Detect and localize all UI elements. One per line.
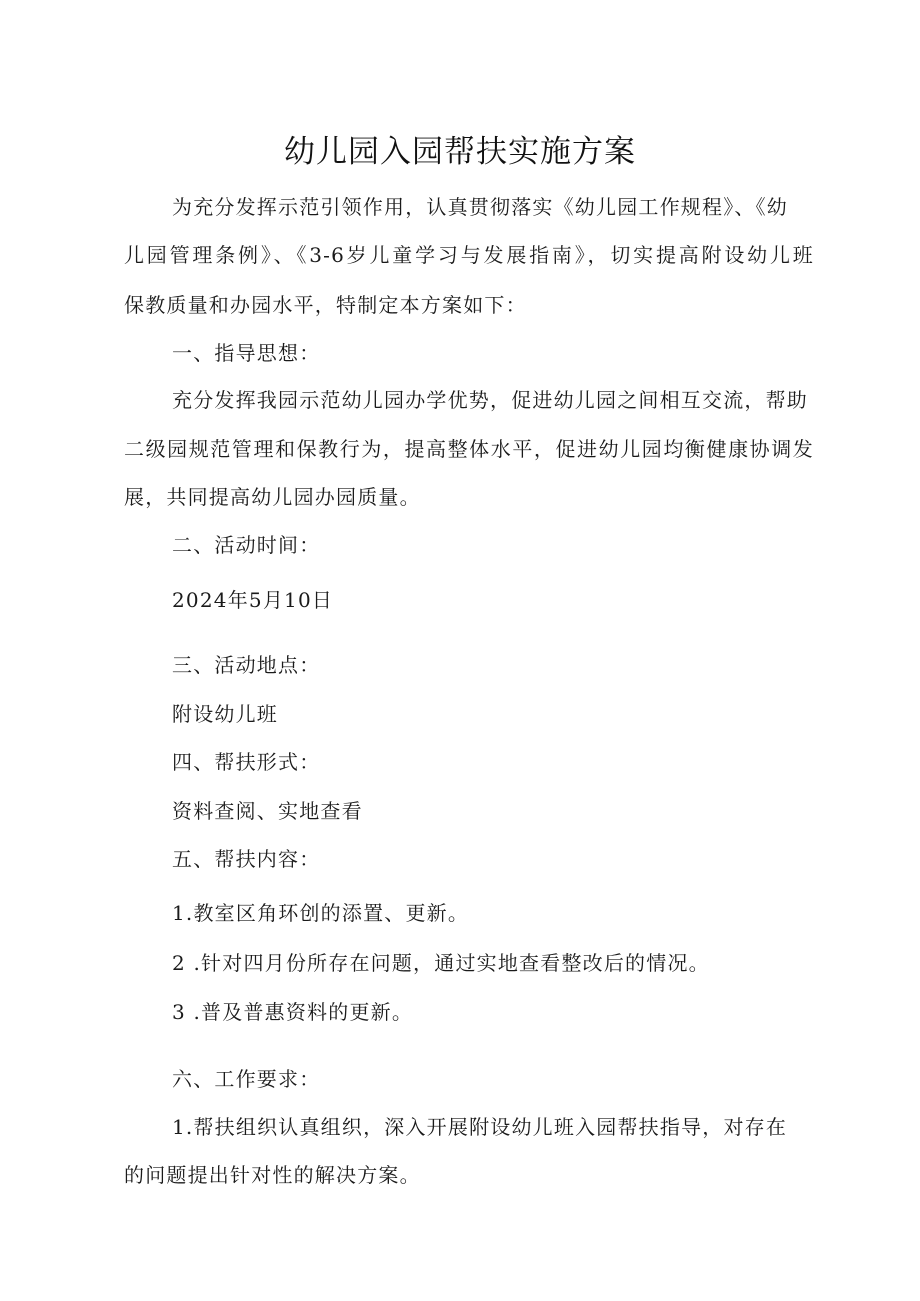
intro-line-3: 保教质量和办园水平，特制定本方案如下： — [124, 293, 527, 317]
section-6-line-1: 1.帮扶组织认真组织，深入开展附设幼儿班入园帮扶指导，对存在 — [172, 1115, 788, 1139]
section-2-heading: 二、活动时间： — [172, 533, 321, 557]
section-4-form: 资料查阅、实地查看 — [172, 799, 363, 823]
section-3-heading: 三、活动地点： — [172, 653, 321, 677]
section-1-line-3: 展，共同提高幼儿园办园质量。 — [124, 485, 421, 509]
section-2-date: 2024年5月10日 — [172, 588, 334, 612]
section-1-heading: 一、指导思想： — [172, 341, 321, 365]
section-6-heading: 六、工作要求： — [172, 1067, 321, 1091]
section-6-line-2: 的问题提出针对性的解决方案。 — [124, 1163, 421, 1187]
section-5-heading: 五、帮扶内容： — [172, 847, 321, 871]
section-4-heading: 四、帮扶形式： — [172, 750, 321, 774]
intro-line-1: 为充分发挥示范引领作用，认真贯彻落实《幼儿园工作规程》、《幼 — [172, 195, 788, 219]
section-3-location: 附设幼儿班 — [172, 702, 278, 726]
page-title: 幼儿园入园帮扶实施方案 — [284, 134, 636, 170]
section-1-line-1: 充分发挥我园示范幼儿园办学优势，促进幼儿园之间相互交流，帮助 — [172, 388, 808, 412]
section-5-item-2: 2 .针对四月份所存在问题，通过实地查看整改后的情况。 — [172, 951, 710, 975]
section-5-item-3: 3 .普及普惠资料的更新。 — [172, 1000, 414, 1024]
intro-line-2: 儿园管理条例》、《3-6岁儿童学习与发展指南》，切实提高附设幼儿班 — [124, 243, 814, 267]
section-1-line-2: 二级园规范管理和保教行为，提高整体水平，促进幼儿园均衡健康协调发 — [124, 437, 814, 461]
section-5-item-1: 1.教室区角环创的添置、更新。 — [172, 901, 470, 925]
